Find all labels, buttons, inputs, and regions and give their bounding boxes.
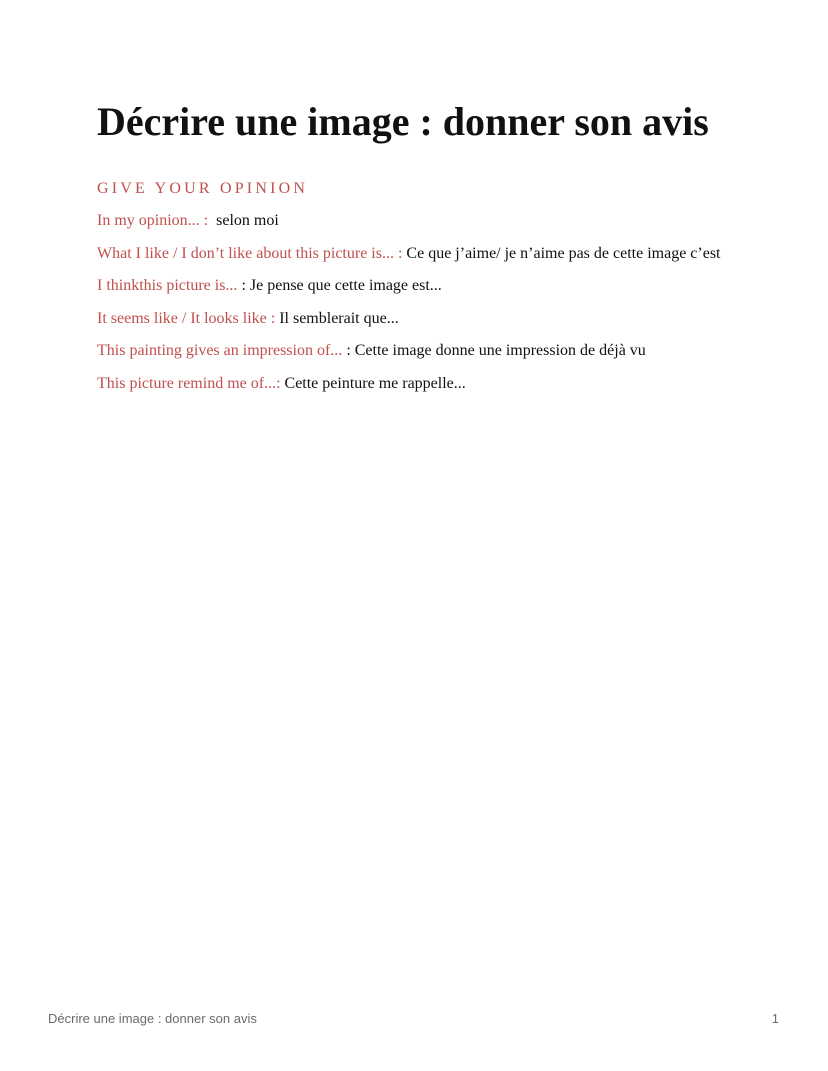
- phrase-french: : Cette image donne une impression de déjà vu: [342, 342, 646, 360]
- page-number: 1: [771, 1011, 779, 1026]
- phrase-row: [97, 373, 721, 406]
- phrase-row: [97, 243, 721, 276]
- phrase-row: [97, 210, 721, 243]
- phrase-french: selon moi: [212, 212, 279, 229]
- phrase-row: [97, 275, 721, 308]
- phrase-row: [97, 340, 721, 373]
- phrase-french: Ce que j’aime/ je n’aime pas de cette image c’est: [406, 244, 721, 262]
- phrase-english: I thinkthis picture is...: [97, 277, 238, 295]
- section-heading: GIVE YOUR OPINION: [97, 180, 309, 197]
- phrase-french: Cette peinture me rappelle...: [280, 374, 466, 392]
- phrase-english: What I like / I don’t like about this picture is... :: [97, 244, 407, 262]
- phrase-english: This painting gives an impression of...: [97, 342, 343, 360]
- phrase-list: [97, 210, 721, 406]
- phrase-french: : Je pense que cette image est...: [237, 277, 442, 295]
- phrase-french: Il semblerait que...: [279, 309, 399, 327]
- page-title: Décrire une image : donner son avis: [97, 99, 709, 144]
- phrase-row: [97, 308, 721, 341]
- phrase-english: In my opinion... :: [97, 212, 213, 229]
- footer-title: Décrire une image : donner son avis: [48, 1011, 257, 1026]
- phrase-english: This picture remind me of...:: [97, 374, 281, 392]
- phrase-english: It seems like / It looks like :: [97, 309, 280, 327]
